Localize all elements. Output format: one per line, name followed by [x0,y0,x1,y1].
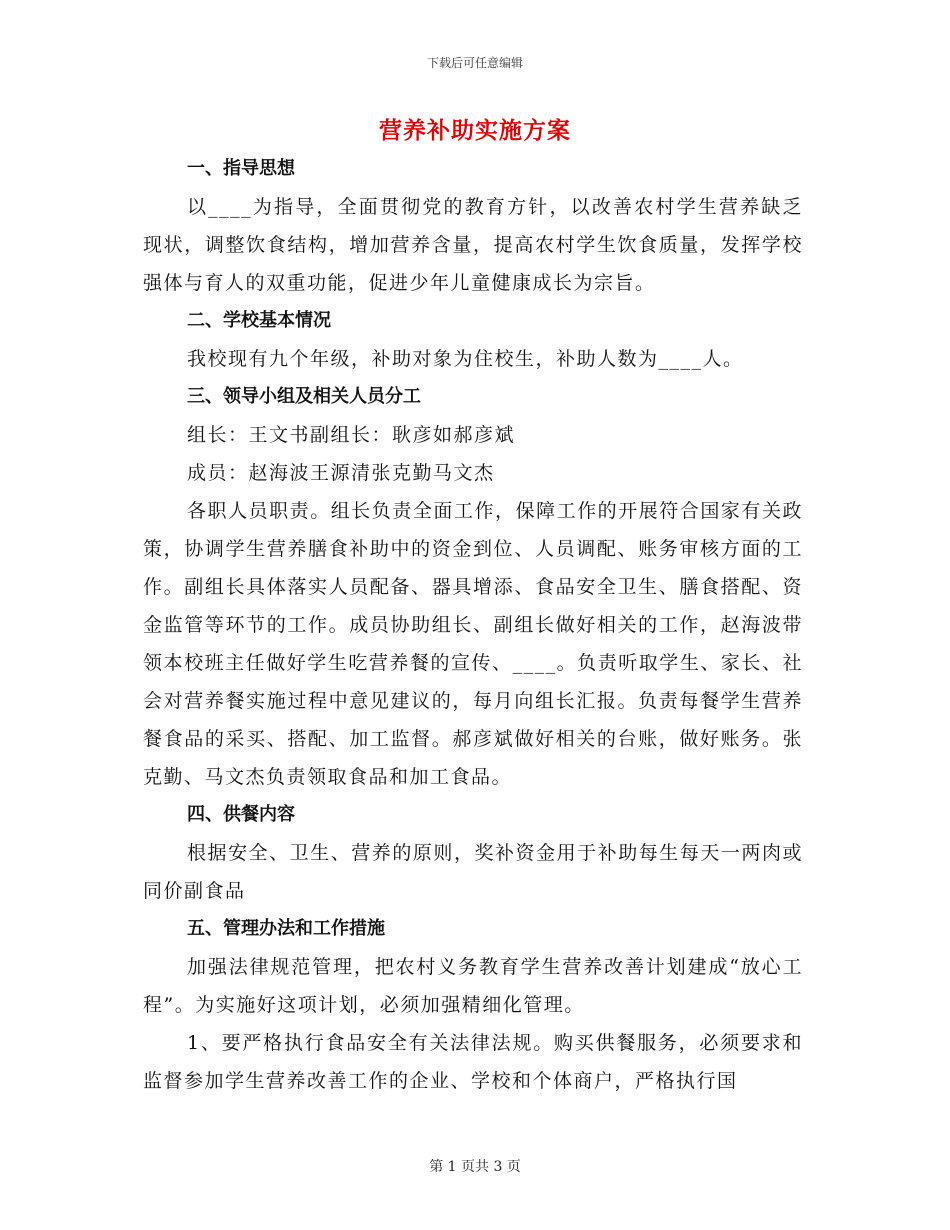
section-meal-content [143,796,803,910]
section-heading: 三、领导小组及相关人员分工 [187,386,421,407]
paragraph-duties: 各职人员职责。组长负责全面工作，保障工作的开展符合国家有关政策，协调学生营养膳食补助中的资金到位、人员调配、账务审核方面的工作。副组长具体落实人员配备、器具增添、食品安全卫生、膳食搭配、资金监管等环节的工作。成员协助组长、副组长做好相关的工作，赵海波带领本校班主任做好学生吃营养餐的宣传、____。负责听取学生、家长、社会对营养餐实施过程中意见建议的，每月向组长汇报。负责每餐学生营养餐食品的采买、搭配、加工监督。郝彦斌做好相关的台账，做好账务。张克勤、马文杰负责领取食品和加工食品。 [143,500,803,788]
section-management-measures [143,910,803,1100]
section-heading: 二、学校基本情况 [187,310,331,331]
section-heading: 一、指导思想 [187,158,295,179]
paragraph: 加强法律规范管理，把农村义务教育学生营养改善计划建成“放心工程”。为实施好这项计划，必须加强精细化管理。 [143,956,803,1016]
paragraph: 以____为指导，全面贯彻党的教育方针，以改善农村学生营养缺乏现状，调整饮食结构，增加营养含量，提高农村学生饮食质量，发挥学校强体与育人的双重功能，促进少年儿童健康成长为宗旨。 [143,196,803,294]
paragraph: 我校现有九个年级，补助对象为住校生，补助人数为____人。 [187,348,744,370]
header-note: 下载后可任意编辑 [426,56,523,70]
section-leadership-group [143,378,803,796]
paragraph-group-members: 成员：赵海波王源清张克勤马文杰 [187,462,495,484]
document-title: 营养补助实施方案 [379,117,571,144]
section-guiding-ideology [143,150,803,302]
document-body [143,150,803,1100]
paragraph-group-leaders: 组长：王文书副组长：耿彦如郝彦斌 [187,424,516,446]
section-school-basic-info [143,302,803,378]
section-heading: 四、供餐内容 [187,804,295,825]
section-heading: 五、管理办法和工作措施 [187,918,385,939]
paragraph: 1、要严格执行食品安全有关法律法规。购买供餐服务，必须要求和监督参加学生营养改善工作的企业、学校和个体商户，严格执行国 [143,1032,803,1092]
page-number: 第 1 页共 3 页 [429,1159,521,1175]
paragraph: 根据安全、卫生、营养的原则，奖补资金用于补助每生每天一两肉或同价副食品 [143,842,803,902]
